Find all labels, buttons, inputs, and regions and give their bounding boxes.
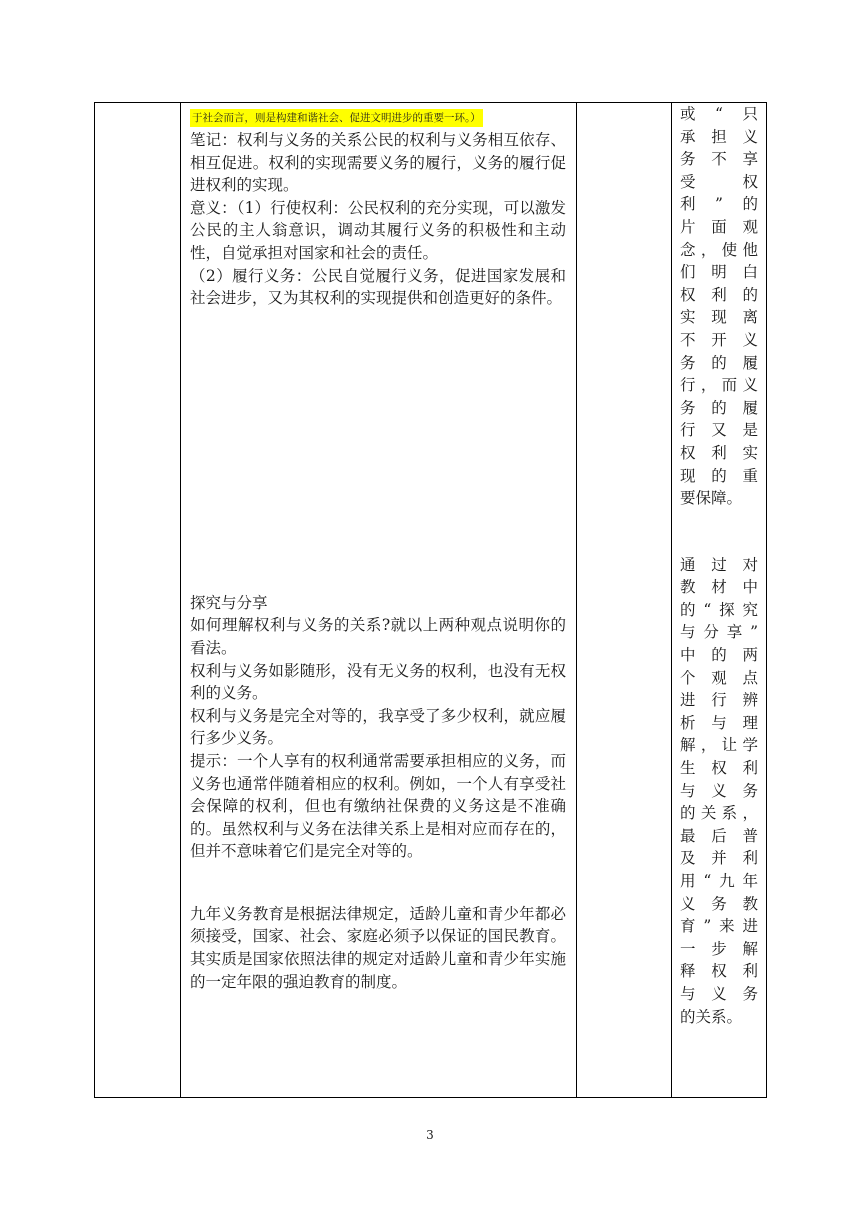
note-paragraph: 意义：（1）行使权利：公民权利的充分实现，可以激发公民的主人翁意识，调动其履行义务的积极性和主动性，自觉承担对国家和社会的责任。 — [190, 198, 566, 262]
intent-line: 个观点 — [680, 668, 758, 687]
highlighted-note: 于社会而言，则是构建和谐社会、促进文明进步的重要一环。） — [190, 109, 483, 127]
stage-cell — [95, 103, 181, 1098]
intent-line: 与义务 — [680, 984, 758, 1003]
intent-line: 权利实 — [680, 443, 758, 462]
intent-line: 要保障。 — [680, 489, 743, 508]
explore-paragraph: 提示：一个人享有的权利通常需要承担相应的义务，而义务也通常伴随着相应的权利。例如，一个人有享受社会保障的权利，但也有缴纳社保费的义务这是不准确的。虽然权利与义务在法律关系上是相对应而存在的，但并不意味着它们是完全对等的。 — [190, 751, 566, 861]
intent-line: 的关系。 — [680, 1007, 743, 1026]
explore-paragraph: 如何理解权利与义务的关系?就以上两种观点说明你的看法。 — [190, 616, 566, 657]
intent-line: 中的两 — [680, 646, 758, 665]
student-activity-cell — [577, 103, 672, 1098]
education-block — [190, 903, 566, 993]
intent-line: 释权利 — [680, 962, 758, 981]
intent-line: 行，而义 — [680, 376, 758, 395]
intent-line: 的关系， — [680, 804, 758, 823]
page-number: 3 — [426, 1128, 434, 1142]
intent-line: 最后普 — [680, 826, 758, 845]
intent-line: 育”来进 — [680, 917, 758, 936]
intent-line: 行又是 — [680, 421, 758, 440]
design-intent-cell — [672, 103, 767, 1098]
intent-line: 念，使他 — [680, 240, 758, 259]
intent-line: 或“只 — [680, 105, 758, 123]
intent-block-2 — [680, 554, 758, 1028]
intent-line: 们明白 — [680, 263, 758, 282]
intent-line: 务的履 — [680, 353, 758, 372]
explore-paragraph: 权利与义务如影随形，没有无义务的权利，也没有无权利的义务。 — [190, 661, 566, 703]
intent-line: 现的重 — [680, 466, 758, 485]
intent-line: 务的履 — [680, 398, 758, 417]
intent-line: 受 权 — [680, 172, 758, 191]
intent-line: 承担义 — [680, 127, 758, 146]
intent-line: 进行辨 — [680, 691, 758, 710]
intent-line: 实现离 — [680, 308, 758, 327]
intent-line: 权利的 — [680, 285, 758, 304]
intent-line: 利”的 — [680, 195, 758, 214]
lesson-plan-table — [94, 102, 767, 1098]
note-paragraph: 笔记：权利与义务的关系公民的权利与义务相互依存、相互促进。权利的实现需要义务的履行，义务的履行促进权利的实现。 — [190, 131, 566, 195]
intent-line: 通过对 — [680, 555, 758, 574]
intent-line: 片面观 — [680, 217, 758, 236]
intent-line: 教材中 — [680, 578, 758, 597]
intent-line: 务不享 — [680, 150, 758, 169]
intent-line: 与义务 — [680, 781, 758, 800]
intent-line: 不开义 — [680, 330, 758, 349]
intent-line: 的“探究 — [680, 600, 758, 619]
content-cell — [181, 103, 577, 1098]
education-paragraph: 九年义务教育是根据法律规定，适龄儿童和青少年都必须接受，国家、社会、家庭必须予以保证的国民教育。其实质是国家依照法律的规定对适龄儿童和青少年实施的一定年限的强迫教育的制度。 — [190, 904, 566, 991]
intent-line: 一步解 — [680, 939, 758, 958]
explore-paragraph: 权利与义务是完全对等的，我享受了多少权利，就应履行多少义务。 — [190, 706, 566, 748]
explore-heading: 探究与分享 — [190, 593, 268, 612]
intent-line: 生权利 — [680, 759, 758, 778]
intent-line: 解，让学 — [680, 736, 758, 755]
design-intent-text — [672, 103, 766, 1028]
intent-line: 用“九年 — [680, 872, 758, 890]
table-row — [95, 103, 767, 1098]
intent-line: 义务教 — [680, 894, 758, 913]
explore-share-block — [190, 592, 566, 863]
intent-line: 及并利 — [680, 849, 758, 868]
notes-block — [190, 129, 566, 310]
note-paragraph: （2）履行义务：公民自觉履行义务，促进国家发展和社会进步，又为其权利的实现提供和创造更好的条件。 — [190, 266, 566, 308]
intent-block-1 — [680, 103, 758, 510]
intent-line: 与分享” — [680, 623, 758, 642]
intent-line: 析与理 — [680, 713, 758, 732]
